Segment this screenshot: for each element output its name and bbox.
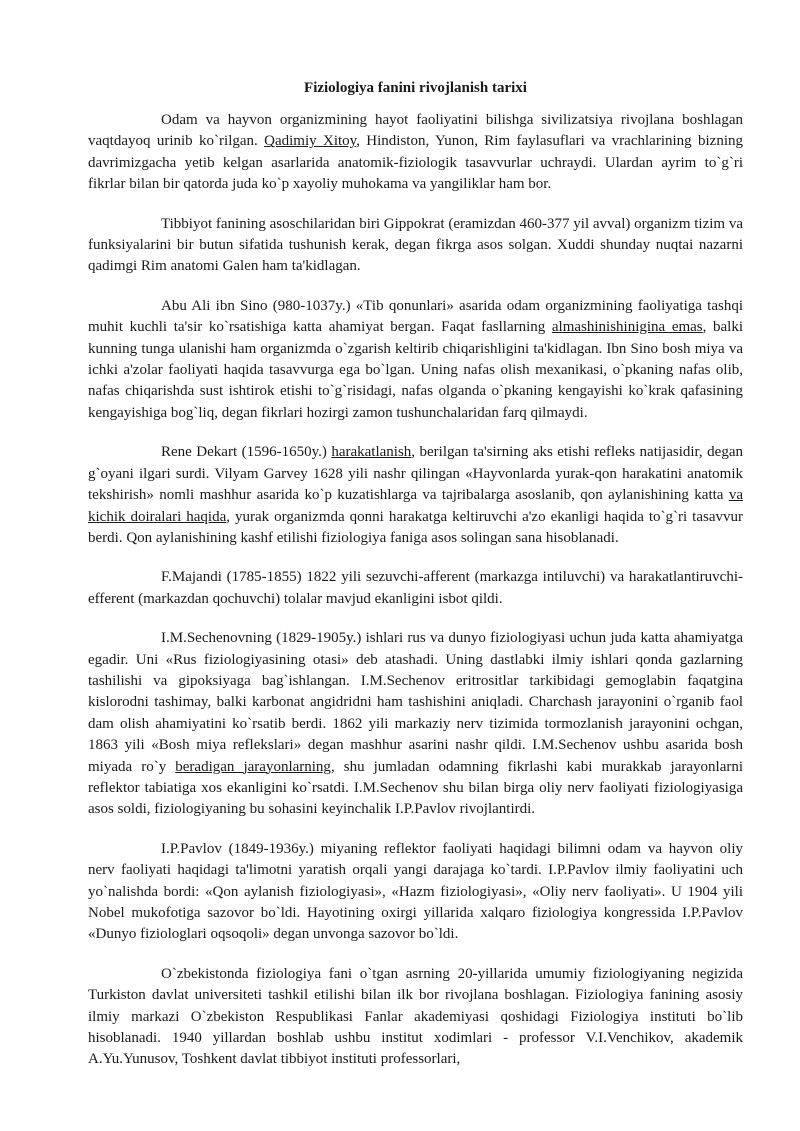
underlined-phrase: beradigan jarayonlarning: [175, 758, 331, 775]
text-run: , yurak organizmda qonni harakatga keltiruvchi a'zo ekanligi haqida to`g`ri tasavvur berdi. Qon aylanishining kashf etilishi fiziologiya faniga asos solingan sana hisoblanadi.: [88, 508, 743, 546]
text-run: , balki kunning tunga ulanishi ham organizmda o`zgarish keltirib chiqarishligini ta'kidlagan. Ibn Sino bosh miya va ichki a'zolar faoliyati haqida tasavvurga ega bo`lgan. Uning nafas olish mexanikasi, o`pkaning nafas olib, nafas chiqarishda sust ishtirok etishi to`g`risidagi, nafas olganda o`pkaning kengayishi ko`krak qafasining kengayishiga bog`liq, degan fikrlari hozirgi zamon tushunchalaridan farq qilmaydi.: [88, 319, 743, 421]
underlined-phrase: harakatlanish: [331, 444, 412, 461]
document-page: [88, 78, 743, 1089]
text-run: O`zbekistonda fiziologiya fani o`tgan asrning 20-yillarida umumiy fiziologiyaning negizida Turkiston davlat universiteti tashkil etilishi bilan ilk bor rivojlana boshlagan. Fiziologiya fanining asosiy ilmiy markazi O`zbekiston Respublikasi Fanlar akademiyasi qoshidagi Fiziologiya instituti bo`lib hisoblanadi. 1940 yillardan boshlab ushbu institut xodimlari - professor V.I.Venchikov, akademik A.Yu.Yunusov, Toshkent davlat tibbiyot instituti professorlari,: [88, 965, 743, 1068]
text-run: F.Majandi (1785-1855) 1822 yili sezuvchi-afferent (markazga intiluvchi) va harakatlantiruvchi-efferent (markazdan qochuvchi) tolalar mavjud ekanligini isbot qildi.: [88, 569, 743, 607]
underlined-phrase: Qadimiy Xitoy: [264, 133, 357, 150]
paragraph-pavlov: [88, 839, 743, 946]
text-run: Rene Dekart (1596-1650y.): [161, 444, 332, 461]
document-title: Fiziologiya fanini rivojlanish tarixi: [304, 80, 527, 96]
text-run: Abu Ali ibn Sino (980-1037y.) «Tib qonunlari» asarida odam organizmining faoliyatiga tashqi muhit kuchli ta'sir ko`rsatishiga katta ahamiyat bergan. Faqat fasllarning: [88, 297, 743, 336]
underlined-phrase: almashinishinigina emas: [551, 319, 703, 336]
text-run: , shu jumladan odamning fikrlashi kabi murakkab jarayonlarni reflektor tabiatiga xos ekanligini ko`rsatdi. I.M.Sechenov shu bilan birga oliy nerv faoliyati fiziologiyasiga asos soldi, fiziologiyaning bu sohasini keyinchalik I.P.Pavlov rivojlantirdi.: [88, 758, 744, 818]
text-run: Tibbiyot fanining asoschilaridan biri Gippokrat (eramizdan 460-377 yil avval) organizm tizim va funksiyalarini bir butun sifatida tushunish kerak, degan fikrga asos solgan. Xuddi shunday nuqtai nazarni qadimgi Rim anatomi Galen ham ta'kidlagan.: [88, 215, 743, 275]
underlined-phrase: va kichik doiralari haqida: [88, 487, 743, 525]
paragraph-hippocrates: [88, 214, 743, 278]
text-run: I.M.Sechenovning (1829-1905y.) ishlari rus va dunyo fiziologiyasi uchun juda katta ahamiyatga egadir. Uni «Rus fiziologiyasining otasi» deb atashadi. Uning dastlabki ilmiy ishlari qonda gazlarning tashilishi va gipoksiyaga bag`ishlangan. I.M.Sechenov eritrositlar tarkibidagi gemoglabin faqatgina kislorodni tashimay, balki karbonat angidridni ham tashishini aniqladi. Charchash jarayonini o`rganib faol dam olish ahamiyatini ko`rsatib berdi. 1862 yili markaziy nerv tizimida tormozlanish jarayonini ochgan, 1863 yili «Bosh miya reflekslari» degan mashhur asarini nashr qildi. I.M.Sechenov ushbu asarida bosh miyada ro`y: [88, 630, 743, 775]
text-run: , berilgan ta'sirning aks etishi refleks natijasidir, degan g`oyani ilgari surdi. Vilyam Garvey 1628 yili nashr qilingan «Hayvonlarda yurak-qon harakatini anatomik tekshirish» nomli mashhur asarida ko`p kuzatishlarga va tajribalarga asoslanib, qon aylanishining katta: [88, 444, 743, 504]
paragraph-ancient-knowledge: [88, 110, 743, 196]
paragraph-uzbekistan: [88, 964, 743, 1071]
paragraph-ibn-sino: [88, 296, 743, 424]
text-run: Odam va hayvon organizmining hayot faoliyatini bilishga sivilizatsiya rivojlana boshlagan vaqtdayoq urinib ko`rilgan.: [88, 112, 743, 150]
text-run: , Hindiston, Yunon, Rim faylasuflari va vrachlarining bizning davrimizgacha yetib kelgan asarlarida anatomik-fiziologik tasavvurlar uchraydi. Ulardan ayrim to`g`ri fikrlar bilan bir qatorda juda ko`p xayoliy muhokama va yangiliklar ham bor.: [88, 133, 744, 193]
text-run: I.P.Pavlov (1849-1936y.) miyaning reflektor faoliyati haqidagi bilimni odam va hayvon oliy nerv faoliyati haqidagi ta'limotni yaratish orqali yangi darajaga ko`tardi. I.P.Pavlov ilmiy faoliyatini uch yo`nalishda bordi: «Qon aylanish fiziologiyasi», «Hazm fiziologiyasi», «Oliy nerv faoliyati». U 1904 yili Nobel mukofotiga sazovor bo`ldi. Hayotining oxirgi yillarida xalqaro fiziologiya kongressida I.P.Pavlov «Dunyo fiziologlari oqsoqoli» degan unvonga sazovor bo`ldi.: [88, 840, 743, 943]
paragraph-descartes: [88, 442, 743, 549]
paragraph-majandi: [88, 567, 743, 610]
paragraph-sechenov: [88, 628, 743, 821]
